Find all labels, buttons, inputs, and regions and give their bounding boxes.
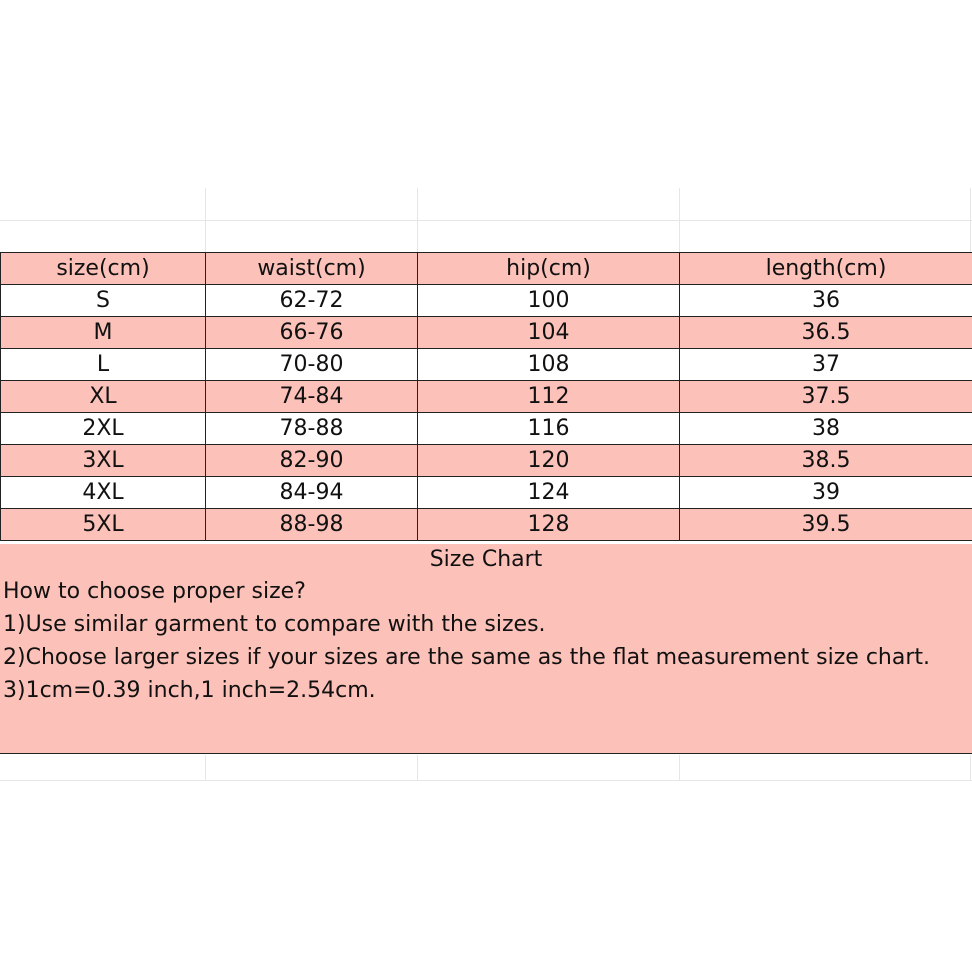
gridline-h-bottom	[0, 780, 972, 781]
cell-hip: 108	[418, 349, 680, 381]
cell-size: S	[1, 285, 206, 317]
table-row	[1, 349, 972, 381]
cell-length: 36	[680, 285, 972, 317]
notes-question: How to choose proper size?	[3, 579, 306, 604]
cell-length: 38	[680, 413, 972, 445]
cell-waist: 84-94	[206, 477, 418, 509]
header-waist: waist(cm)	[206, 253, 418, 285]
header-length: length(cm)	[680, 253, 972, 285]
header-size: size(cm)	[1, 253, 206, 285]
notes-tip: 1)Use similar garment to compare with the sizes.	[3, 612, 546, 637]
cell-size: 4XL	[1, 477, 206, 509]
gridline-v-3-bottom	[679, 755, 680, 781]
table-row	[1, 381, 972, 413]
cell-hip: 116	[418, 413, 680, 445]
cell-waist: 88-98	[206, 509, 418, 541]
size-notes-block	[0, 544, 972, 754]
notes-tip: 3)1cm=0.39 inch,1 inch=2.54cm.	[3, 678, 376, 703]
cell-length: 36.5	[680, 317, 972, 349]
size-table	[0, 252, 972, 541]
table-row	[1, 477, 972, 509]
cell-size: 5XL	[1, 509, 206, 541]
cell-waist: 62-72	[206, 285, 418, 317]
table-row	[1, 285, 972, 317]
cell-hip: 128	[418, 509, 680, 541]
cell-size: 3XL	[1, 445, 206, 477]
table-row	[1, 317, 972, 349]
cell-waist: 82-90	[206, 445, 418, 477]
cell-size: 2XL	[1, 413, 206, 445]
cell-waist: 70-80	[206, 349, 418, 381]
cell-length: 39.5	[680, 509, 972, 541]
header-hip: hip(cm)	[418, 253, 680, 285]
cell-hip: 104	[418, 317, 680, 349]
notes-tip: 2)Choose larger sizes if your sizes are the same as the flat measurement size chart.	[3, 645, 930, 670]
cell-size: L	[1, 349, 206, 381]
cell-waist: 74-84	[206, 381, 418, 413]
cell-waist: 66-76	[206, 317, 418, 349]
cell-length: 37	[680, 349, 972, 381]
table-row	[1, 413, 972, 445]
cell-hip: 100	[418, 285, 680, 317]
cell-hip: 124	[418, 477, 680, 509]
cell-hip: 120	[418, 445, 680, 477]
cell-length: 38.5	[680, 445, 972, 477]
table-row	[1, 509, 972, 541]
cell-length: 39	[680, 477, 972, 509]
cell-size: M	[1, 317, 206, 349]
gridline-v-1-bottom	[205, 755, 206, 781]
table-row	[1, 445, 972, 477]
cell-waist: 78-88	[206, 413, 418, 445]
size-chart-caption: Size Chart	[429, 547, 543, 572]
cell-hip: 112	[418, 381, 680, 413]
gridline-v-2-bottom	[417, 755, 418, 781]
cell-length: 37.5	[680, 381, 972, 413]
cell-size: XL	[1, 381, 206, 413]
gridline-h-top	[0, 220, 972, 221]
table-header-row	[1, 253, 972, 285]
gridline-v-4-bottom	[970, 755, 971, 781]
